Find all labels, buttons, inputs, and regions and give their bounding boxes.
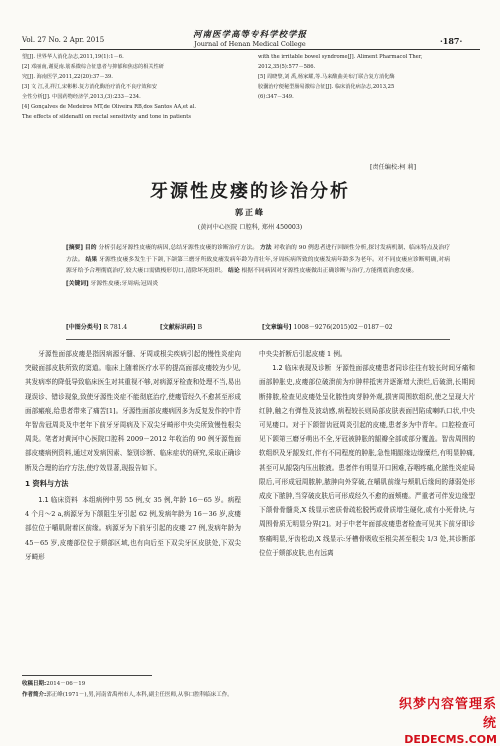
purpose-text: 分析引起牙源性皮瘘的病因,总结牙源性皮瘘的诊断治疗方法。 — [98, 245, 259, 251]
watermark-domain: DEDECMS.COM — [404, 733, 497, 746]
author-bio: 作者简介:郭正峰(1971－),男,河南省禹州市人,本科,副主任医师,从事口腔科临床工作。 — [22, 692, 233, 698]
references-right — [258, 52, 480, 102]
footnote-rule — [22, 675, 152, 676]
purpose-label: 目的 — [84, 245, 97, 251]
subsection-heading: 1.1 临床资料 — [38, 496, 78, 505]
volume-info: Vol. 27 No. 2 Apr. 2015 — [22, 36, 105, 44]
abstract-rule — [66, 339, 450, 340]
result-label: 结果 — [85, 256, 98, 263]
reference-line: 胶囊治疗便秘型肠易激综合征[J]. 临床消化病杂志,2013,25 — [258, 84, 395, 90]
received-date: 收稿日期:2014－06－19 — [22, 681, 86, 687]
method-label: 方法 — [259, 245, 272, 251]
header-rule — [20, 49, 480, 50]
author-name: 郭正峰 — [235, 207, 265, 217]
journal-title-en: Journal of Henan Medical College — [194, 40, 306, 48]
reference-line: (6):347－349. — [258, 94, 294, 100]
affiliation: (黄河中心医院 口腔科, 郑州 450003) — [197, 224, 303, 231]
abstract — [66, 243, 450, 290]
reference-line: [5] 周晓黎,刘 禹,杨家耀,等.马来酸曲美布汀联合复方消化酶 — [258, 74, 395, 80]
article-number: [文章编号] 1008－9276(2015)02－0187－02 — [262, 324, 393, 331]
clc-number: [中图分类号] R 781.4 — [66, 324, 128, 331]
subsection-heading: 1.2 临床表现及诊断 — [272, 364, 332, 373]
paragraph: 牙源性面部皮瘘患者同诊往往有较长时间牙痛和面部肿胀史,皮瘘部位破溃前为疖肿样抵害并逐渐增大溃烂,后破溃,长期间断排脓,检查见皮瘘处呈化脓性肉芽肿外观,损害周围软组织,使之呈现大片红肿,触之有弹性及波动感,病程较长则局部皮肤表面凹陷成喇叭口状,中央可见瘘口。对于下颌智齿冠周炎引起的皮瘘,患者多为中青年。口腔检查可见下颌第三磨牙萌出不全,牙冠被肿胀的龈瓣全部或部分覆盖。智齿周围的软组织及牙龈发红,伴有不同程度的肿胀,急性期龈缘边缘糜烂,有明显肿痛,甚至可从龈袋内压出脓液。患者伴有明显开口困难,吞咽疼痛,化脓性炎症局限后,可形成冠周脓肿,脓肿向外穿破,在嚼肌前缘与颊肌后缘间的薄弱处形成皮下脓肿,当穿破皮肤后可形成经久不愈的面颊瘘。严重者可伴发边缘型下颌骨骨髓炎,X 线显示密质骨疏松脱钙或骨质增生硬化,或有小死骨块,与周围骨质无明显分界[2]。对于中老年面部皮瘘患者检查可见其下前牙即诊察痛明显,牙齿松动,X 线显示:牙槽骨吸收至根尖甚至根尖 1/3 处,其诊断部位位于颏部皮肤,也有远离 — [259, 364, 475, 557]
editor-note: [责任编校:柯 莉] — [370, 164, 417, 171]
doc-code: [文献标识码] B — [160, 324, 203, 331]
reference-line: [2] 邓丽南,谢夏南.筋系微综合征患者与抑郁和焦虑的相关性研 — [22, 64, 164, 70]
keywords-label: [关键词] — [66, 280, 89, 287]
paragraph: 本组病例中男 55 例,女 35 例,年龄 16－65 岁。病程 4 个月～2 a,病源牙为下颌阻生牙引起 62 例,发病年龄为 16－36 岁,皮瘘部位位于嚼肌附着区前缘。病源牙为下前牙引起的皮瘘 27 例,发病年龄为 45－65 岁,皮瘘部位位于颏部区域,也有向后至下双尖牙区皮肤处,下双尖牙畸形 — [25, 496, 242, 561]
page-number: ·187· — [440, 36, 463, 46]
reference-line: The effects of sildenafil on rectal sensitivity and tone in patients — [22, 114, 191, 120]
reference-line: with the irritable bowel syndrome[J]. Aliment Pharmacol Ther, — [258, 54, 423, 60]
method-text: 对收治的 90 例患者进行回顾性分析,探讨发病机制、临床特点及治疗方法。 — [66, 245, 451, 263]
section-heading: 1 资料与方法 — [25, 478, 69, 488]
page-header — [0, 0, 500, 48]
reference-line: 究[J]. 海南医学,2011,22(20):37－39. — [22, 74, 113, 80]
references-left — [22, 52, 244, 122]
journal-title-cn: 河南医学高等专科学校学报 — [192, 30, 307, 40]
paragraph: 牙源性面部皮瘘是指因病源牙髓、牙周或根尖疾病引起的慢性炎症向突破面部皮肤所致的窦道。临床上随着医疗水平的提高面部皮瘘较为少见,其发病率的降低导致临床医生对其重视不够,对病源牙检查和处理不当,易出现误诊、错诊现象,致使牙源性炎症不能彻底治疗,使瘘管经久不愈甚至形成面部瘢痕,给患者带来了痛苦[1]。牙源性面部皮瘘病因多为反复发作的中青年智齿冠周炎及中老年下前牙牙周病及下双尖牙畸形中央尖所致慢性根尖周炎。笔者对黄河中心医院口腔科 2009－2012 年收治的 90 例牙源性面部皮瘘病例资料,通过对发病因素、鉴别诊断、临床症状的研究,采取正确诊断及合理的治疗方法,使疗效显著,现报告如下。 — [25, 350, 241, 472]
reference-line: [4] Gonçalves de Medeiros MT,de Oliveira RB,dos Santos AA,et al. — [22, 104, 197, 110]
conclusion-label: 结论 — [228, 268, 240, 274]
reference-line: 望[J]. 世界华人消化杂志,2011,19(1):1－6. — [22, 54, 124, 60]
reference-line: 2012,35(5):577－586. — [258, 64, 316, 70]
abstract-label: [摘要] — [66, 245, 84, 251]
watermark-text: 织梦内容管理系统 — [398, 697, 497, 731]
reference-line: [3] 文 江,孔祥江,宋彬彬.复方消化酶治疗消化不良疗效和安 — [22, 84, 157, 90]
result-text: 牙源性皮瘘多发生于下颌,下颌第三磨牙所致皮瘘发病年龄为青壮年,牙周疾病所致的皮瘘发病年龄多为老年。对不同皮瘘应诊断明确,对病源牙给予合理彻底治疗,较大瘘口需做梭形切口,清除坏死组织。 — [66, 256, 451, 274]
body-column-right — [259, 347, 475, 560]
keywords-value: 牙源性皮瘘;牙周病;冠周炎 — [90, 280, 159, 287]
watermark — [393, 693, 497, 746]
body-column-left — [25, 347, 241, 564]
article-title: 牙源性皮瘘的诊治分析 — [150, 181, 350, 202]
keywords — [66, 279, 450, 291]
paragraph: 中央尖折断后引起皮瘘 1 例。 — [259, 350, 347, 358]
reference-line: 全性分析[J]. 中国药物经济学,2013,(3):233－234. — [22, 94, 141, 100]
conclusion-text: 根据不同病因对牙源性皮瘘做出正确诊断与治疗,方能彻底治愈皮瘘。 — [241, 268, 418, 274]
